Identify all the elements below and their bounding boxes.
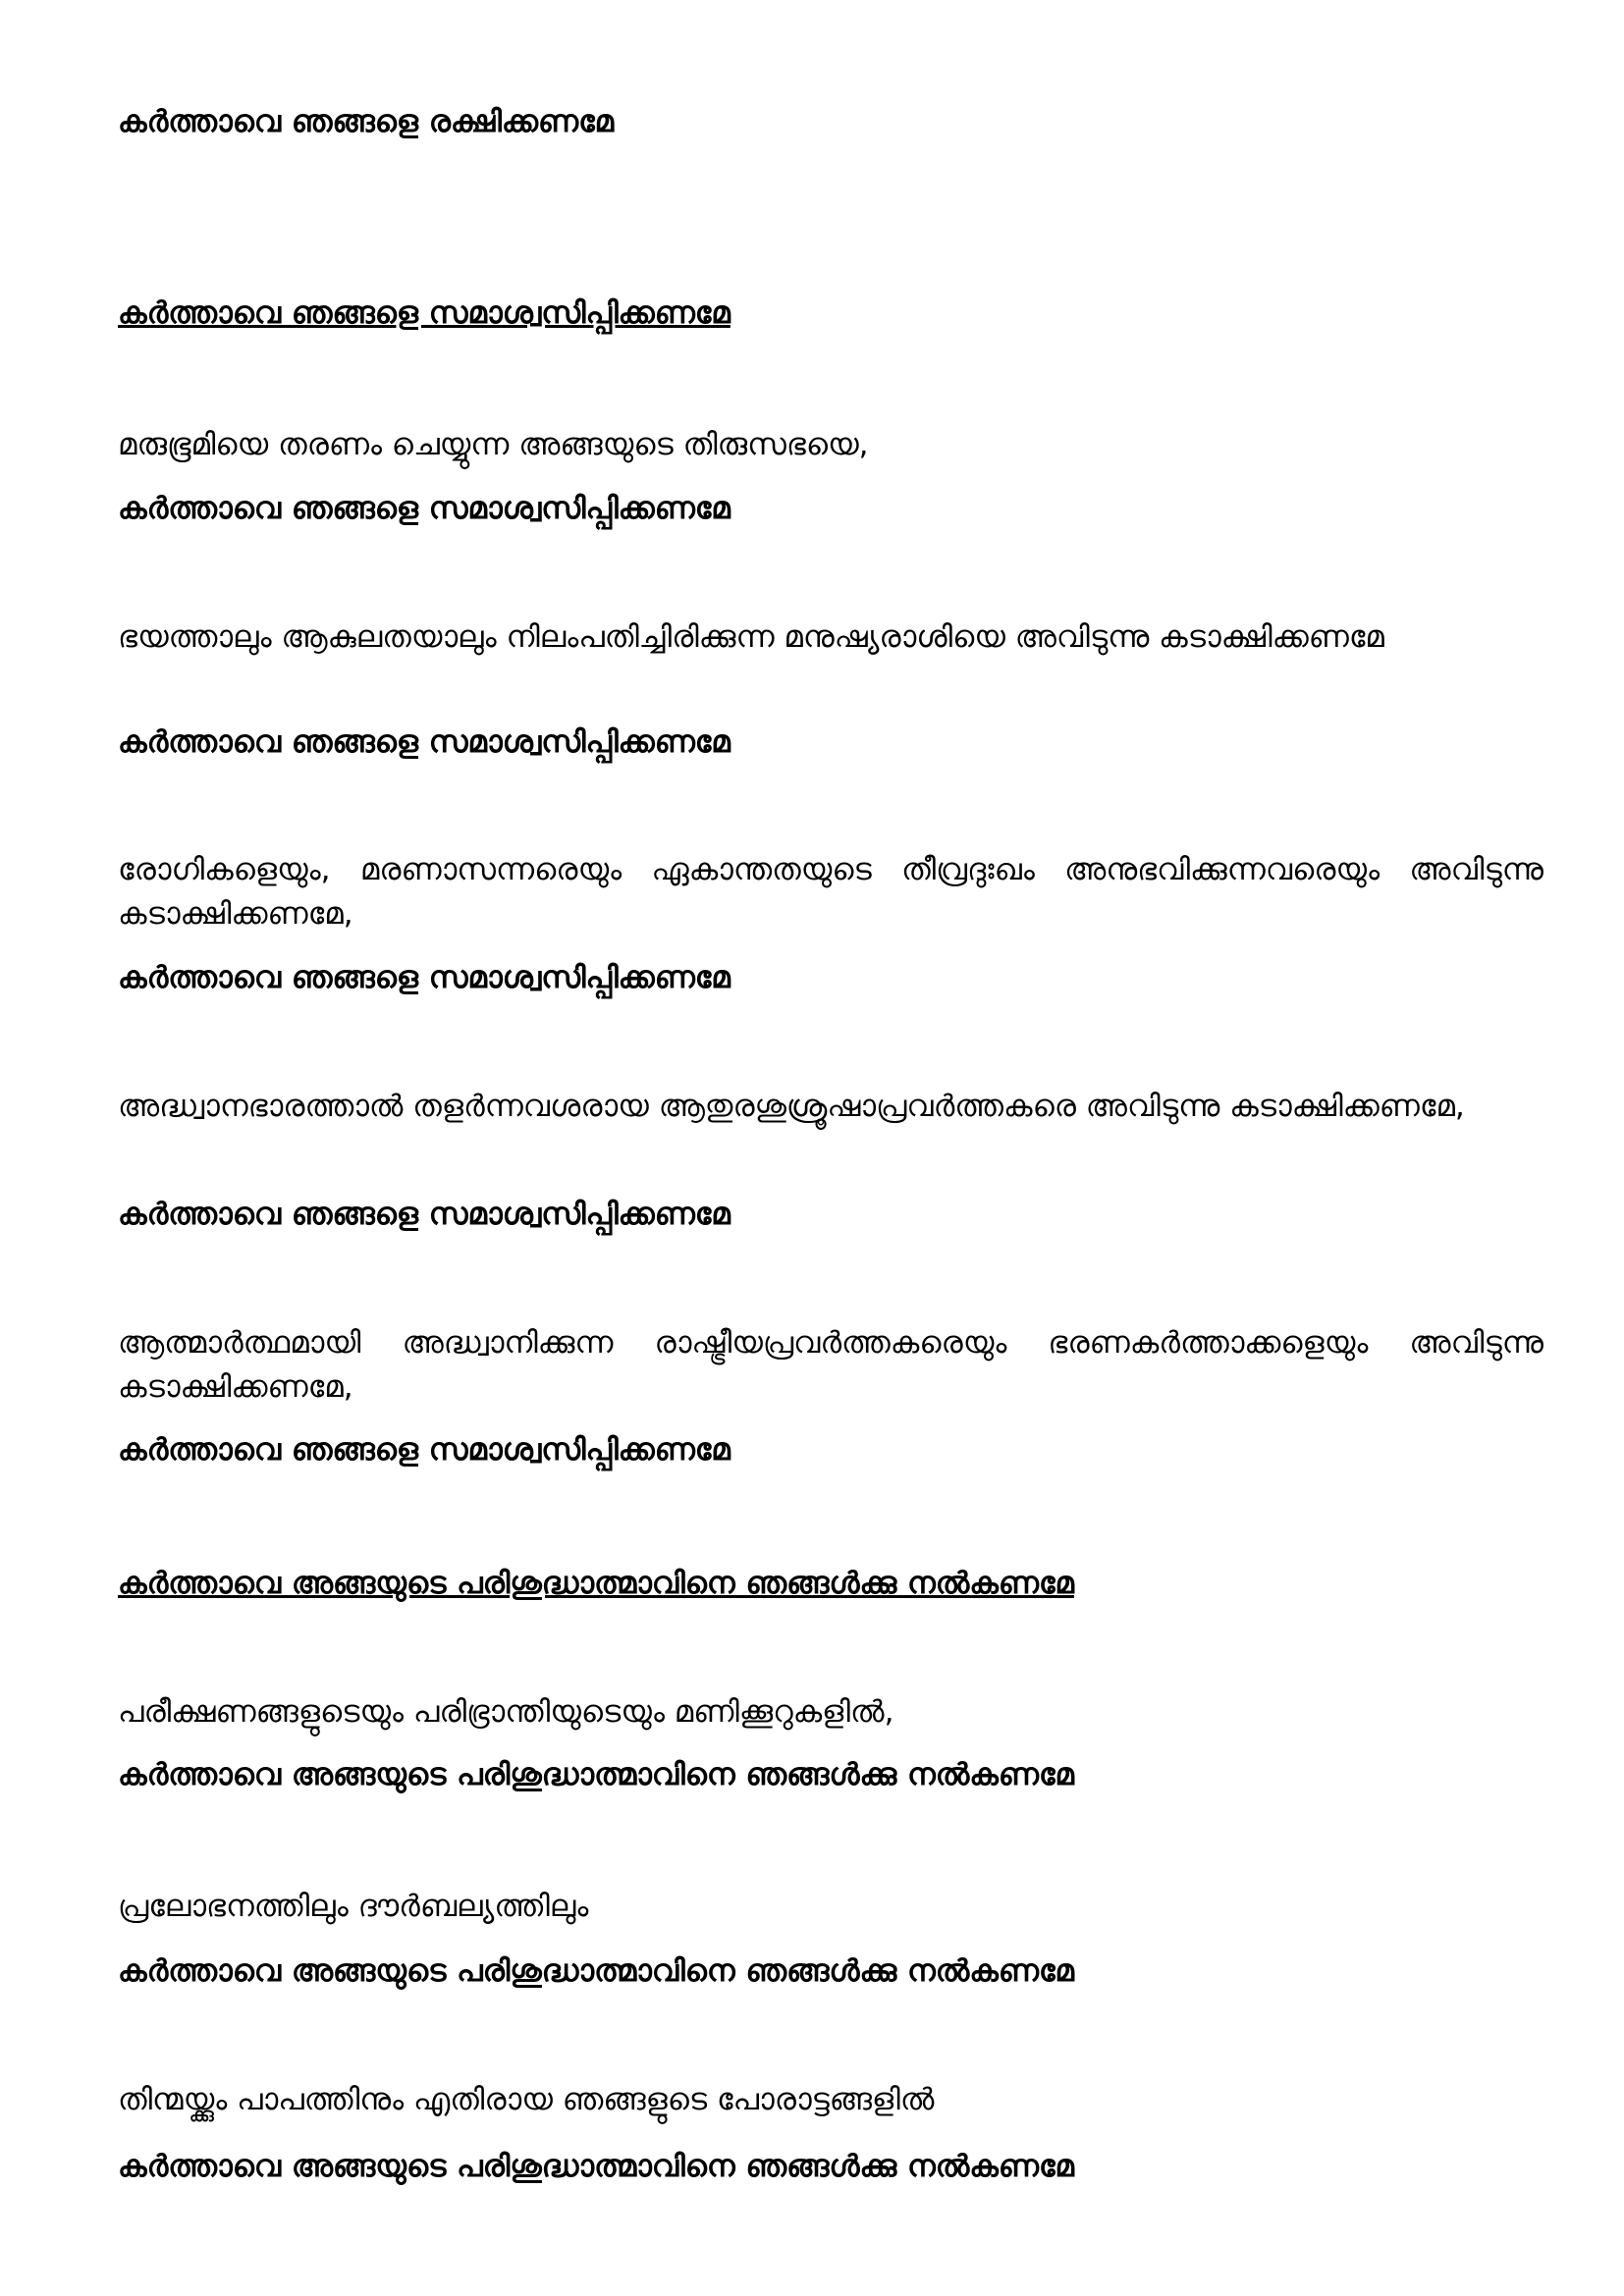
heading-save-us: കർത്താവെ ഞങ്ങളെ രക്ഷിക്കണമേ [118,104,615,139]
response-text: കർത്താവെ ഞങ്ങളെ സമാശ്വസിപ്പിക്കണമേ [118,960,731,995]
response-text: കർത്താവെ അങ്ങയുടെ പരിശുദ്ധാത്മാവിനെ ഞങ്ങൾക്കു നൽകണമേ [118,1757,1075,1792]
petition-text: ആത്മാർത്ഥമായി അദ്ധ്വാനിക്കുന്ന രാഷ്ട്രീയപ്രവർത്തകരെയും ഭരണകർത്താക്കളെയും അവിടുന്നു കടാക്ഷിക്കണമേ, [118,1325,1543,1405]
petition-text: പ്രലോഭനത്തിലും ദൗർബല്യത്തിലും [118,1889,589,1924]
section-heading-holy-spirit: കർത്താവെ അങ്ങയുടെ പരിശുദ്ധാത്മാവിനെ ഞങ്ങൾക്കു നൽകണമേ [118,1566,1075,1601]
response-text: കർത്താവെ ഞങ്ങളെ സമാശ്വസിപ്പിക്കണമേ [118,724,731,760]
petition-text: ഭയത്താലും ആകുലതയാലും നിലംപതിച്ചിരിക്കുന്ന മനുഷ്യരാശിയെ അവിടുന്നു കടാക്ഷിക്കണമേ [118,619,1384,655]
petition-text: അദ്ധ്വാനഭാരത്താൽ തളർന്നവശരായ ആതുരശുശ്രൂഷാപ്രവർത്തകരെ അവിടുന്നു കടാക്ഷിക്കണമേ, [118,1089,1465,1124]
petition-text: തിന്മയ്ക്കും പാപത്തിനും എതിരായ ഞങ്ങളുടെ പോരാട്ടങ്ങളിൽ [118,2082,935,2117]
section-heading-comfort: കർത്താവെ ഞങ്ങളെ സമാശ്വസിപ്പിക്കണമേ [118,295,731,331]
response-text: കർത്താവെ അങ്ങയുടെ പരിശുദ്ധാത്മാവിനെ ഞങ്ങൾക്കു നൽകണമേ [118,2149,1075,2184]
response-text: കർത്താവെ അങ്ങയുടെ പരിശുദ്ധാത്മാവിനെ ഞങ്ങൾക്കു നൽകണമേ [118,1953,1075,1989]
response-text: കർത്താവെ ഞങ്ങളെ സമാശ്വസിപ്പിക്കണമേ [118,491,731,526]
response-text: കർത്താവെ ഞങ്ങളെ സമാശ്വസിപ്പിക്കണമേ [118,1432,731,1468]
petition-text: രോഗികളെയും, മരണാസന്നരെയും ഏകാന്തതയുടെ തീവ്രദുഃഖം അനുഭവിക്കുന്നവരെയും അവിടുന്നു കടാക്ഷിക്കണമേ, [118,852,1543,932]
response-text: കർത്താവെ ഞങ്ങളെ സമാശ്വസിപ്പിക്കണമേ [118,1197,731,1232]
petition-text: മരുഭൂമിയെ തരണം ചെയ്യുന്ന അങ്ങയുടെ തിരുസഭയെ, [118,427,869,462]
petition-text: പരീക്ഷണങ്ങളുടെയും പരിഭ്രാന്തിയുടെയും മണിക്കൂറുകളിൽ, [118,1694,894,1730]
